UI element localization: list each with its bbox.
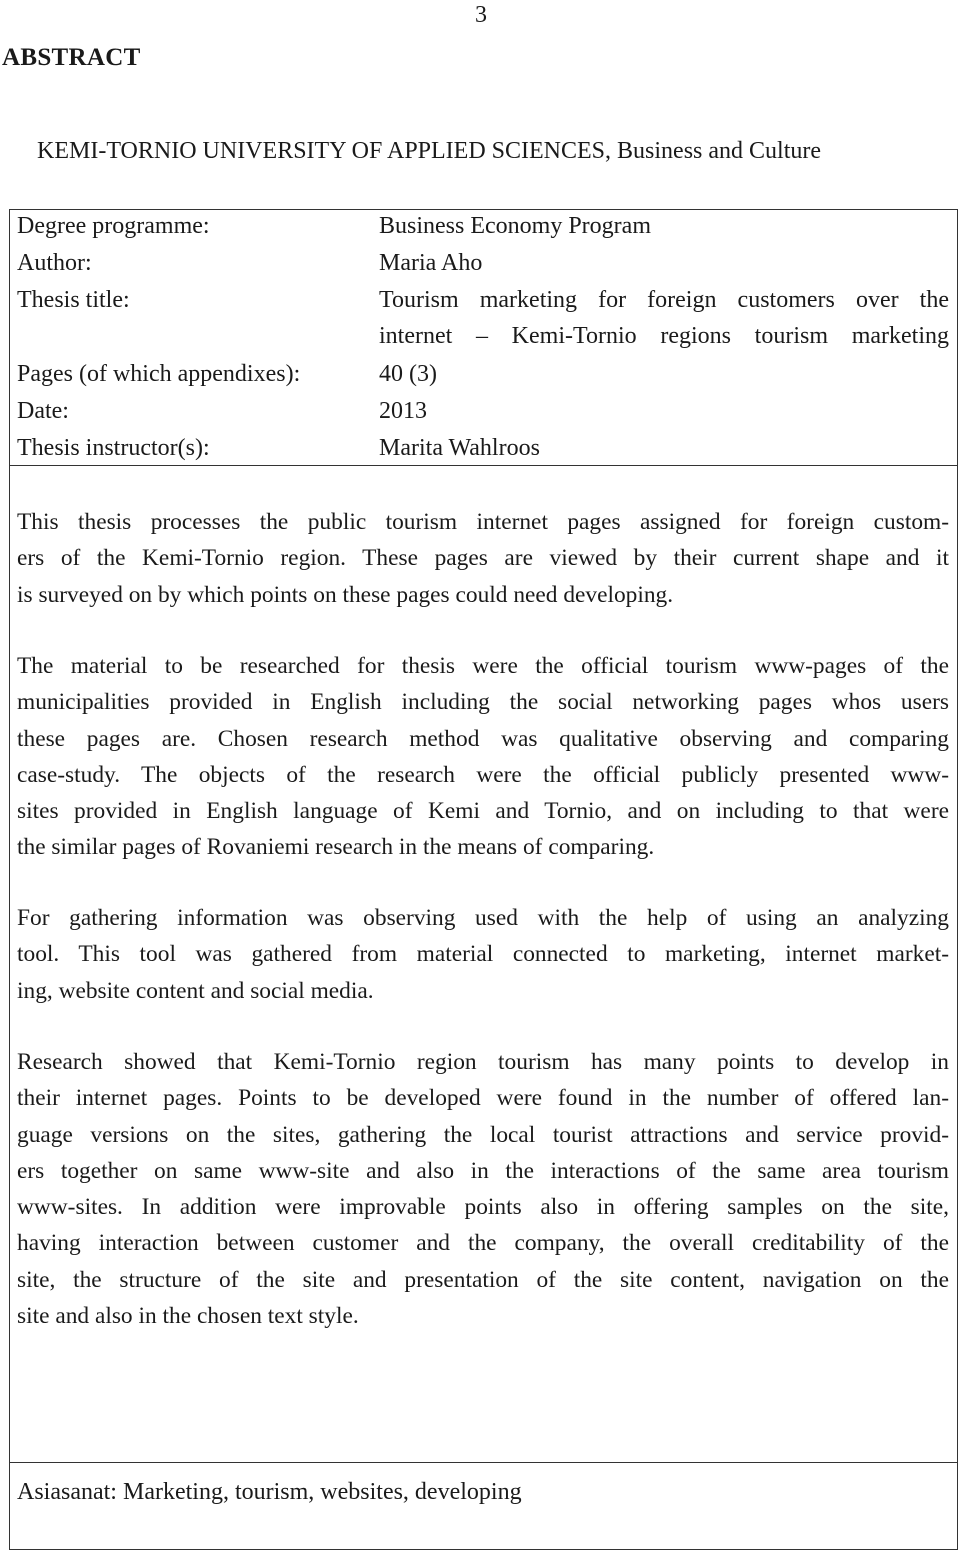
degree-value: Business Economy Program <box>379 213 651 239</box>
paragraph-line: case-study. The objects of the research were the official publicly presented www- <box>17 761 949 788</box>
instructor-label: Thesis instructor(s): <box>17 435 210 461</box>
paragraph-line: site, the structure of the site and presentation of the site content, navigation on the <box>17 1266 949 1293</box>
paragraph-line: having interaction between customer and the company, the overall creditability of the <box>17 1230 949 1257</box>
abstract-paragraph-4 <box>17 1044 949 1334</box>
paragraph-line: ing, website content and social media. <box>17 977 374 1004</box>
pages-label: Pages (of which appendixes): <box>17 361 301 387</box>
abstract-paragraph-3 <box>17 900 949 1009</box>
institution-line: KEMI-TORNIO UNIVERSITY OF APPLIED SCIENCES, Business and Culture <box>37 138 822 164</box>
paragraph-line: the similar pages of Rovaniemi research in the means of comparing. <box>17 834 655 861</box>
author-label: Author: <box>17 250 92 276</box>
date-value: 2013 <box>379 398 427 424</box>
pages-value: 40 (3) <box>379 361 437 387</box>
paragraph-line: The material to be researched for thesis were the official tourism www-pages of the <box>17 653 949 679</box>
paragraph-line: Research showed that Kemi-Tornio region tourism has many points to develop in <box>17 1049 949 1075</box>
author-value: Maria Aho <box>379 250 483 276</box>
thesis-title-line-1: Tourism marketing for foreign customers over the <box>379 287 949 313</box>
instructor-value: Marita Wahlroos <box>379 435 540 461</box>
thesis-title-value <box>379 282 949 354</box>
abstract-paragraph-2 <box>17 648 949 866</box>
paragraph-line: site and also in the chosen text style. <box>17 1303 359 1330</box>
paragraph-line: is surveyed on by which points on these pages could need developing. <box>17 581 674 608</box>
title-label: Thesis title: <box>17 287 130 313</box>
paragraph-line: This thesis processes the public tourism internet pages assigned for foreign custom- <box>17 509 949 535</box>
degree-label: Degree programme: <box>17 213 210 239</box>
paragraph-line: their internet pages. Points to be developed were found in the number of offered lan- <box>17 1085 949 1112</box>
paragraph-line: ers of the Kemi-Tornio region. These pages are viewed by their current shape and it <box>17 545 949 572</box>
date-label: Date: <box>17 398 69 424</box>
page-number: 3 <box>475 2 487 28</box>
meta-pages-row <box>17 356 949 392</box>
thesis-title-line-2: internet – Kemi-Tornio regions tourism marketing <box>379 323 949 349</box>
keywords-divider <box>9 1462 958 1463</box>
meta-degree-row <box>17 208 949 244</box>
meta-instructor-row <box>17 430 949 466</box>
paragraph-line: these pages are. Chosen research method was qualitative observing and comparing <box>17 725 949 752</box>
paragraph-line: municipalities provided in English including the social networking pages whos users <box>17 689 949 716</box>
paragraph-line: www-sites. In addition were improvable points also in offering samples on the site, <box>17 1194 949 1221</box>
page-title: ABSTRACT <box>2 44 141 71</box>
paragraph-line: sites provided in English language of Kemi and Tornio, and on including to that were <box>17 798 949 825</box>
paragraph-line: tool. This tool was gathered from material connected to marketing, internet market- <box>17 941 949 968</box>
paragraph-line: For gathering information was observing used with the help of using an analyzing <box>17 905 949 931</box>
meta-author-row <box>17 245 949 281</box>
meta-date-row <box>17 393 949 429</box>
paragraph-line: guage versions on the sites, gathering the local tourist attractions and service provid- <box>17 1121 949 1148</box>
paragraph-line: ers together on same www-site and also in the interactions of the same area tourism <box>17 1157 949 1184</box>
abstract-paragraph-1 <box>17 504 949 613</box>
keywords-line: Asiasanat: Marketing, tourism, websites, developing <box>17 1479 522 1505</box>
